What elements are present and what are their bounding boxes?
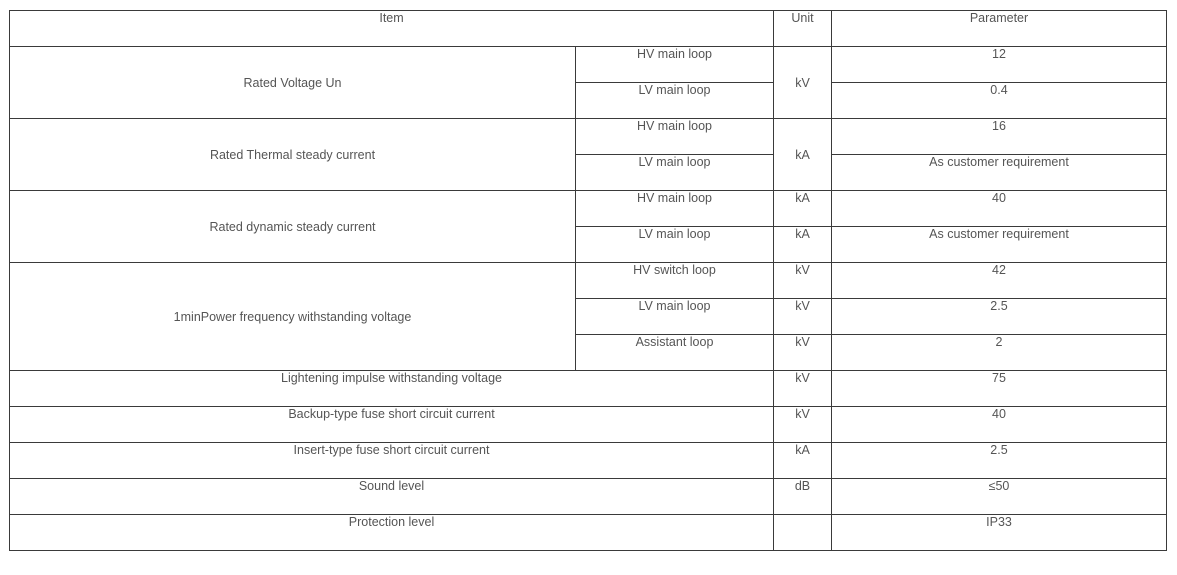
parameter-cell: As customer requirement bbox=[832, 155, 1167, 191]
table-row bbox=[10, 479, 1167, 515]
sub-item: HV main loop bbox=[576, 191, 774, 227]
table-row bbox=[10, 263, 1167, 299]
unit-cell: kV bbox=[774, 335, 832, 371]
sub-item: LV main loop bbox=[576, 227, 774, 263]
header-unit: Unit bbox=[774, 11, 832, 47]
header-row bbox=[10, 11, 1167, 47]
sub-item: LV main loop bbox=[576, 83, 774, 119]
table-row bbox=[10, 119, 1167, 155]
unit-cell: kV bbox=[774, 299, 832, 335]
row-label-sound-level: Sound level bbox=[10, 479, 774, 515]
unit-cell: kA bbox=[774, 119, 832, 191]
parameter-cell: 40 bbox=[832, 407, 1167, 443]
parameter-cell: 40 bbox=[832, 191, 1167, 227]
parameter-cell: 42 bbox=[832, 263, 1167, 299]
table-row bbox=[10, 443, 1167, 479]
unit-cell: kA bbox=[774, 191, 832, 227]
sub-item: HV main loop bbox=[576, 119, 774, 155]
row-label-insert-fuse: Insert-type fuse short circuit current bbox=[10, 443, 774, 479]
sub-item: LV main loop bbox=[576, 299, 774, 335]
table-row bbox=[10, 371, 1167, 407]
sub-item: HV switch loop bbox=[576, 263, 774, 299]
parameter-cell: 16 bbox=[832, 119, 1167, 155]
row-label-dynamic-current: Rated dynamic steady current bbox=[10, 191, 576, 263]
sub-item: HV main loop bbox=[576, 47, 774, 83]
header-item: Item bbox=[10, 11, 774, 47]
spec-table bbox=[9, 10, 1167, 551]
unit-cell: kV bbox=[774, 371, 832, 407]
row-label-protection-level: Protection level bbox=[10, 515, 774, 551]
unit-cell: dB bbox=[774, 479, 832, 515]
unit-cell: kV bbox=[774, 263, 832, 299]
header-parameter: Parameter bbox=[832, 11, 1167, 47]
parameter-cell: 2.5 bbox=[832, 299, 1167, 335]
table-row bbox=[10, 407, 1167, 443]
unit-cell: kV bbox=[774, 47, 832, 119]
row-label-lightening: Lightening impulse withstanding voltage bbox=[10, 371, 774, 407]
unit-cell bbox=[774, 515, 832, 551]
parameter-cell: 12 bbox=[832, 47, 1167, 83]
unit-cell: kA bbox=[774, 443, 832, 479]
row-label-power-frequency: 1minPower frequency withstanding voltage bbox=[10, 263, 576, 371]
parameter-cell: As customer requirement bbox=[832, 227, 1167, 263]
parameter-cell: 2.5 bbox=[832, 443, 1167, 479]
unit-cell: kV bbox=[774, 407, 832, 443]
row-label-backup-fuse: Backup-type fuse short circuit current bbox=[10, 407, 774, 443]
row-label-thermal-current: Rated Thermal steady current bbox=[10, 119, 576, 191]
parameter-cell: 2 bbox=[832, 335, 1167, 371]
row-label-rated-voltage: Rated Voltage Un bbox=[10, 47, 576, 119]
table-row bbox=[10, 191, 1167, 227]
parameter-cell: 0.4 bbox=[832, 83, 1167, 119]
parameter-cell: IP33 bbox=[832, 515, 1167, 551]
sub-item: Assistant loop bbox=[576, 335, 774, 371]
sub-item: LV main loop bbox=[576, 155, 774, 191]
parameter-cell: 75 bbox=[832, 371, 1167, 407]
table-row bbox=[10, 47, 1167, 83]
table-row bbox=[10, 515, 1167, 551]
parameter-cell: ≤50 bbox=[832, 479, 1167, 515]
unit-cell: kA bbox=[774, 227, 832, 263]
